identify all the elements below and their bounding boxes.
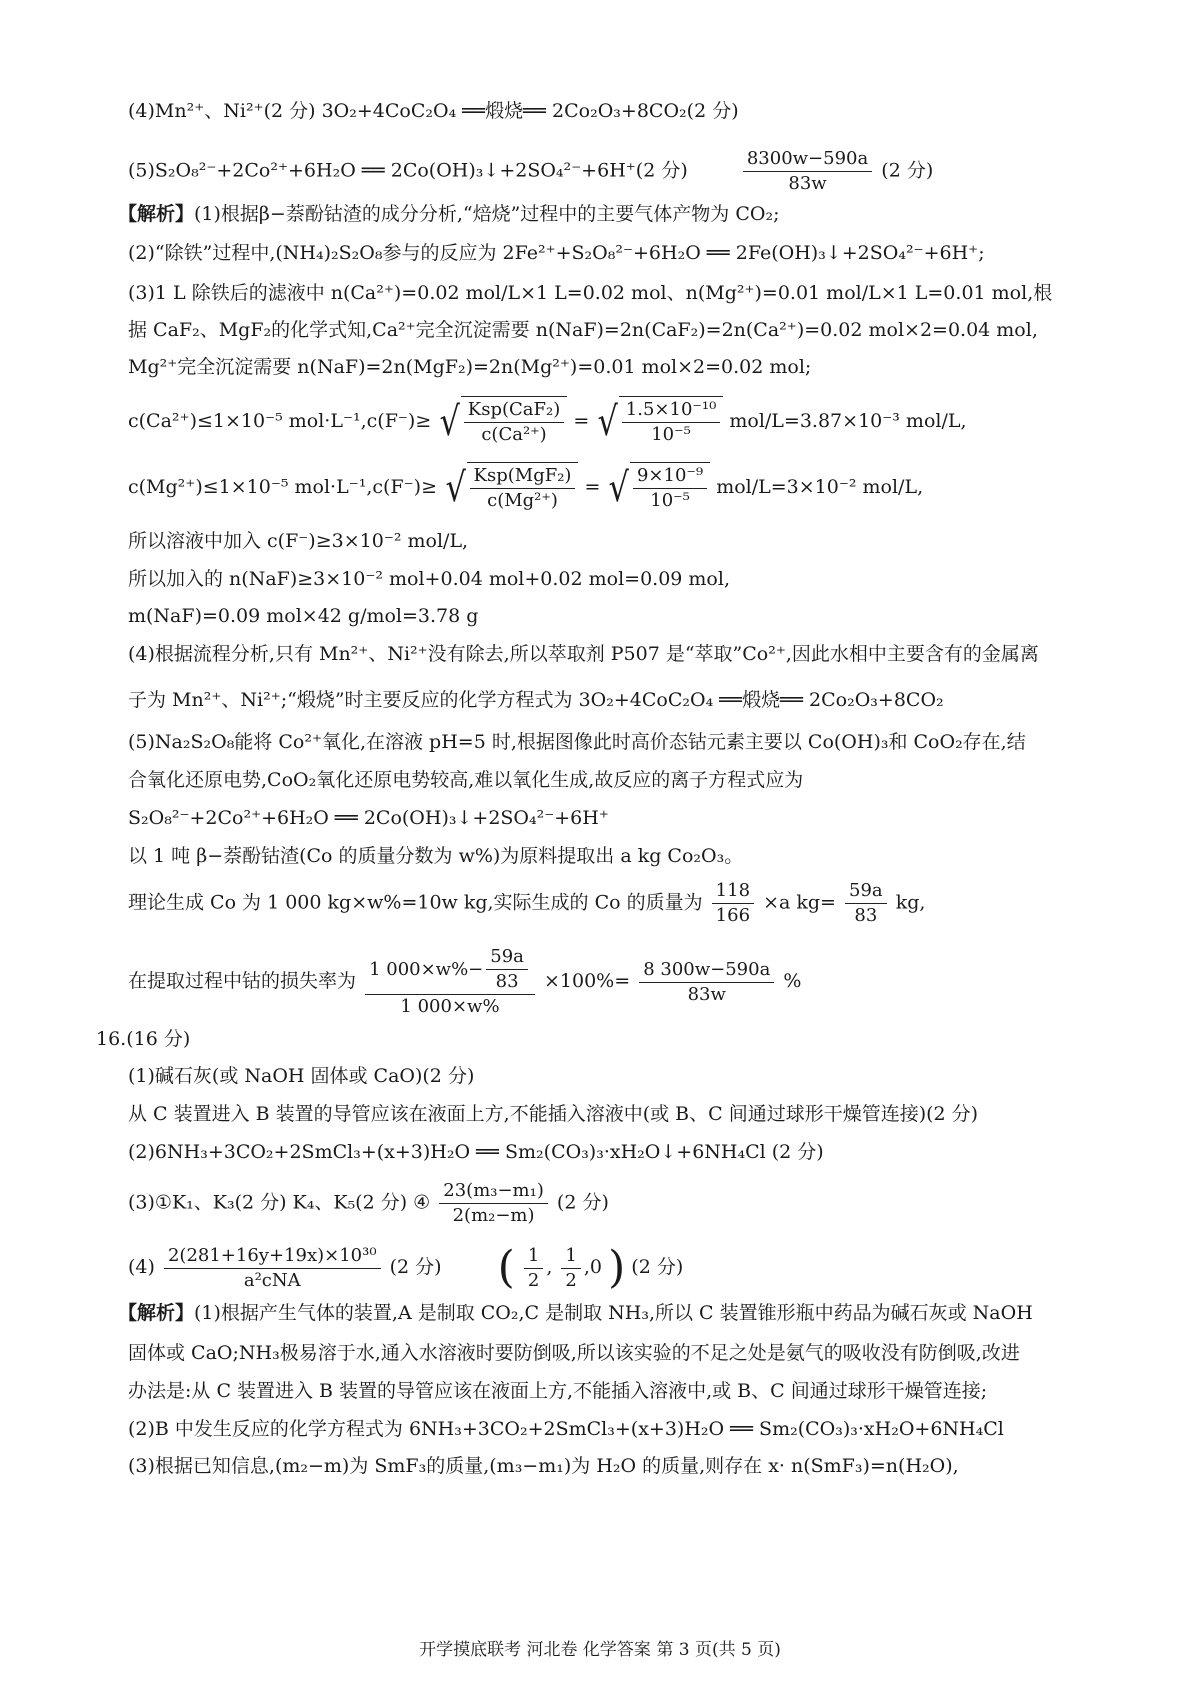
theory-mid: ×a kg=	[763, 891, 836, 914]
loss-mid: ×100%=	[543, 970, 631, 992]
loss-line	[128, 946, 801, 1018]
conclusion-2: 所以加入的 n(NaF)≥3×10⁻² mol+0.04 mol+0.02 mol=0.09 mol,	[128, 568, 730, 590]
mg-suffix: mol/L=3×10⁻² mol/L,	[716, 476, 924, 498]
left-paren-icon: (	[497, 1242, 515, 1293]
q16-analysis-1a-text: (1)根据产生气体的装置,A 是制取 CO₂,C 是制取 NH₃,所以 C 装置锥形瓶中药品为碱石灰或 NaOH	[194, 1302, 1033, 1324]
theory-den-2: 83	[854, 905, 878, 926]
loss-den-2: 83w	[687, 983, 726, 1005]
coord-3: 0	[589, 1256, 603, 1278]
mg-num-1: Ksp(MgF₂)	[470, 465, 576, 489]
q16-answer-1: (1)碱石灰(或 NaOH 固体或 CaO)(2 分)	[128, 1065, 475, 1087]
q16-answer-4-den: a²cNA	[243, 1269, 301, 1291]
ca-den-2: 10⁻⁵	[651, 424, 691, 445]
mg-den-1: c(Mg²⁺)	[487, 490, 558, 511]
answer-5	[128, 148, 933, 195]
mg-sqrt-1: √ $\frac{\text{Ksp(MgF₂)}}{\text{c(Mg²⁺)}}$	[443, 462, 578, 514]
q16-analysis-1b: 固体或 CaO;NH₃极易溶于水,通入水溶液时要防倒吸,所以该实验的不足之处是氨气的吸收没有防倒吸,改进	[128, 1342, 1020, 1364]
theory-prefix: 理论生成 Co 为 1 000 kg×w%=10w kg,实际生成的 Co 的质量为	[128, 891, 703, 914]
q16-answer-1b: 从 C 装置进入 B 装置的导管应该在液面上方,不能插入溶液中(或 B、C 间通过球形干燥管连接)(2 分)	[128, 1103, 979, 1125]
q16-answer-3-num: 23(m₃−m₁)	[439, 1180, 548, 1204]
ca-sqrt-2: √ $\frac{\text{1.5×10⁻¹⁰}}{\text{10⁻⁵}}$	[595, 396, 723, 448]
q16-analysis-1a	[118, 1300, 1033, 1326]
ca-num-2: 1.5×10⁻¹⁰	[622, 399, 721, 423]
analysis-3c: Mg²⁺完全沉淀需要 n(NaF)=2n(MgF₂)=2n(Mg²⁺)=0.01 mol×2=0.02 mol;	[128, 356, 812, 378]
loss-num-fd: 83	[495, 971, 519, 992]
coord-2-num: 1	[561, 1245, 580, 1269]
ca-num-1: Ksp(CaF₂)	[464, 399, 564, 423]
analysis-5a: (5)Na₂S₂O₈能将 Co²⁺氧化,在溶液 pH=5 时,根据图像此时高价态钴元素主要以 Co(OH)₃和 CoO₂存在,结	[128, 731, 1026, 753]
answer-5-equation: (5)S₂O₈²⁻+2Co²⁺+6H₂O ══ 2Co(OH)₃↓+2SO₄²⁻+6H⁺(2 分)	[128, 159, 688, 182]
analysis-5d: 以 1 吨 β−萘酚钴渣(Co 的质量分数为 w%)为原料提取出 a kg Co₂O₃。	[128, 845, 744, 867]
theory-num-2: 59a	[845, 880, 887, 904]
answer-5-numerator: 8300w−590a	[743, 148, 872, 172]
loss-prefix: 在提取过程中钴的损失率为	[128, 970, 357, 992]
q16-answer-3-prefix: (3)①K₁、K₃(2 分) K₄、K₅(2 分) ④	[128, 1191, 431, 1214]
q16-answer-3	[128, 1180, 609, 1227]
mg-prefix: c(Mg²⁺)≤1×10⁻⁵ mol·L⁻¹,c(F⁻)≥	[128, 476, 437, 498]
ca-prefix: c(Ca²⁺)≤1×10⁻⁵ mol·L⁻¹,c(F⁻)≥	[128, 410, 432, 432]
answer-5-score: (2 分)	[881, 159, 934, 182]
ca-suffix: mol/L=3.87×10⁻³ mol/L,	[729, 410, 967, 432]
answer-4: (4)Mn²⁺、Ni²⁺(2 分) 3O₂+4CoC₂O₄ ══煅烧══ 2Co₂O₃+8CO₂(2 分)	[128, 100, 739, 122]
conclusion-1: 所以溶液中加入 c(F⁻)≥3×10⁻² mol/L,	[128, 530, 469, 552]
theory-num-1: 118	[712, 880, 754, 904]
theory-den-1: 166	[715, 905, 751, 926]
coord-1-den: 2	[527, 1269, 540, 1291]
mg-den-2: 10⁻⁵	[650, 490, 690, 511]
analysis-2: (2)“除铁”过程中,(NH₄)₂S₂O₈参与的反应为 2Fe²⁺+S₂O₈²⁻+6H₂O ══ 2Fe(OH)₃↓+2SO₄²⁻+6H⁺;	[128, 242, 985, 264]
q16-answer-3-score: (2 分)	[556, 1191, 609, 1214]
q16-answer-4-score-1: (2 分)	[389, 1256, 442, 1278]
q16-answer-3-den: 2(m₂−m)	[452, 1205, 535, 1226]
q16-analysis-2: (2)B 中发生反应的化学方程式为 6NH₃+3CO₂+2SmCl₃+(x+3)H₂O ══ Sm₂(CO₃)₃·xH₂O+6NH₄Cl	[128, 1418, 1004, 1440]
q16-answer-4: (4) $\frac{\text{2(281+16y+19x)×10³⁰}}{\text{a²cNA}}$ (2 分) ( $\frac{1}{2}$ , $\frac{1}{2}$ ,0 ) (2 分)	[128, 1242, 684, 1293]
ca-formula: c(Ca²⁺)≤1×10⁻⁵ mol·L⁻¹,c(F⁻)≥ √ $\frac{\text{Ksp(CaF₂)}}{\text{c(Ca²⁺)}}$ = √ $\frac{\text{1.5×10⁻¹⁰}}{\text{10⁻⁵}}$ mol/L=3.87×10⁻³ mol/L,	[128, 396, 967, 448]
q16-answer-2: (2)6NH₃+3CO₂+2SmCl₃+(x+3)H₂O ══ Sm₂(CO₃)₃·xH₂O↓+6NH₄Cl (2 分)	[128, 1141, 824, 1163]
mg-num-2: 9×10⁻⁹	[633, 465, 707, 489]
question-16-heading: 16.(16 分)	[96, 1028, 191, 1050]
loss-num-a: 1 000×w%−	[369, 958, 484, 980]
loss-suffix: %	[783, 970, 802, 992]
q16-analysis-3: (3)根据已知信息,(m₂−m)为 SmF₃的质量,(m₃−m₁)为 H₂O 的质量,则存在 x· n(SmF₃)=n(H₂O),	[128, 1455, 959, 1477]
mg-sqrt-2: √ $\frac{\text{9×10⁻⁹}}{\text{10⁻⁵}}$	[606, 462, 710, 514]
analysis-4a: (4)根据流程分析,只有 Mn²⁺、Ni²⁺没有除去,所以萃取剂 P507 是“萃取”Co²⁺,因此水相中主要含有的金属离	[128, 643, 1039, 665]
conclusion-3: m(NaF)=0.09 mol×42 g/mol=3.78 g	[128, 605, 479, 627]
analysis-5b: 合氧化还原电势,CoO₂氧化还原电势较高,难以氧化生成,故反应的离子方程式应为	[128, 769, 804, 791]
page-footer: 开学摸底联考 河北卷 化学答案 第 3 页(共 5 页)	[419, 1640, 781, 1660]
q16-answer-4-prefix: (4)	[128, 1256, 155, 1278]
analysis-4b: 子为 Mn²⁺、Ni²⁺;“煅烧”时主要反应的化学方程式为 3O₂+4CoC₂O₄ ══煅烧══ 2Co₂O₃+8CO₂	[128, 689, 944, 711]
analysis-tag: 【解析】	[118, 203, 195, 225]
q16-answer-4-score-2: (2 分)	[631, 1256, 684, 1278]
mg-formula: c(Mg²⁺)≤1×10⁻⁵ mol·L⁻¹,c(F⁻)≥ √ $\frac{\text{Ksp(MgF₂)}}{\text{c(Mg²⁺)}}$ = √ $\frac{\text{9×10⁻⁹}}{\text{10⁻⁵}}$ mol/L=3×10⁻² mol/L,	[128, 462, 923, 514]
loss-num-fn: 59a	[486, 946, 528, 970]
coord-2-den: 2	[565, 1269, 577, 1291]
analysis-3a: (3)1 L 除铁后的滤液中 n(Ca²⁺)=0.02 mol/L×1 L=0.02 mol、n(Mg²⁺)=0.01 mol/L×1 L=0.01 mol,根	[128, 282, 1053, 304]
loss-num-2: 8 300w−590a	[639, 959, 774, 983]
analysis-1	[118, 201, 779, 227]
coord-1-num: 1	[524, 1245, 543, 1269]
answer-5-denominator: 83w	[788, 173, 827, 194]
q16-analysis-tag: 【解析】	[118, 1302, 195, 1324]
ca-den-1: c(Ca²⁺)	[481, 424, 547, 445]
loss-den: 1 000×w%	[400, 996, 500, 1017]
analysis-5c: S₂O₈²⁻+2Co²⁺+6H₂O ══ 2Co(OH)₃↓+2SO₄²⁻+6H⁺	[128, 807, 609, 829]
q16-analysis-1c: 办法是:从 C 装置进入 B 装置的导管应该在液面上方,不能插入溶液中,或 B、C 间通过球形干燥管连接;	[128, 1380, 988, 1402]
theory-suffix: kg,	[895, 891, 926, 914]
answer-5-fraction	[743, 148, 872, 195]
theory-line	[128, 880, 925, 927]
right-paren-icon: )	[608, 1242, 626, 1293]
loss-fraction	[365, 946, 535, 1018]
analysis-1-text: (1)根据β−萘酚钴渣的成分分析,“焙烧”过程中的主要气体产物为 CO₂;	[194, 203, 780, 225]
q16-answer-4-num: 2(281+16y+19x)×10³⁰	[164, 1245, 381, 1269]
ca-sqrt-1: √ $\frac{\text{Ksp(CaF₂)}}{\text{c(Ca²⁺)}}$	[437, 396, 567, 448]
analysis-3b: 据 CaF₂、MgF₂的化学式知,Ca²⁺完全沉淀需要 n(NaF)=2n(CaF₂)=2n(Ca²⁺)=0.02 mol×2=0.04 mol,	[128, 319, 1038, 341]
